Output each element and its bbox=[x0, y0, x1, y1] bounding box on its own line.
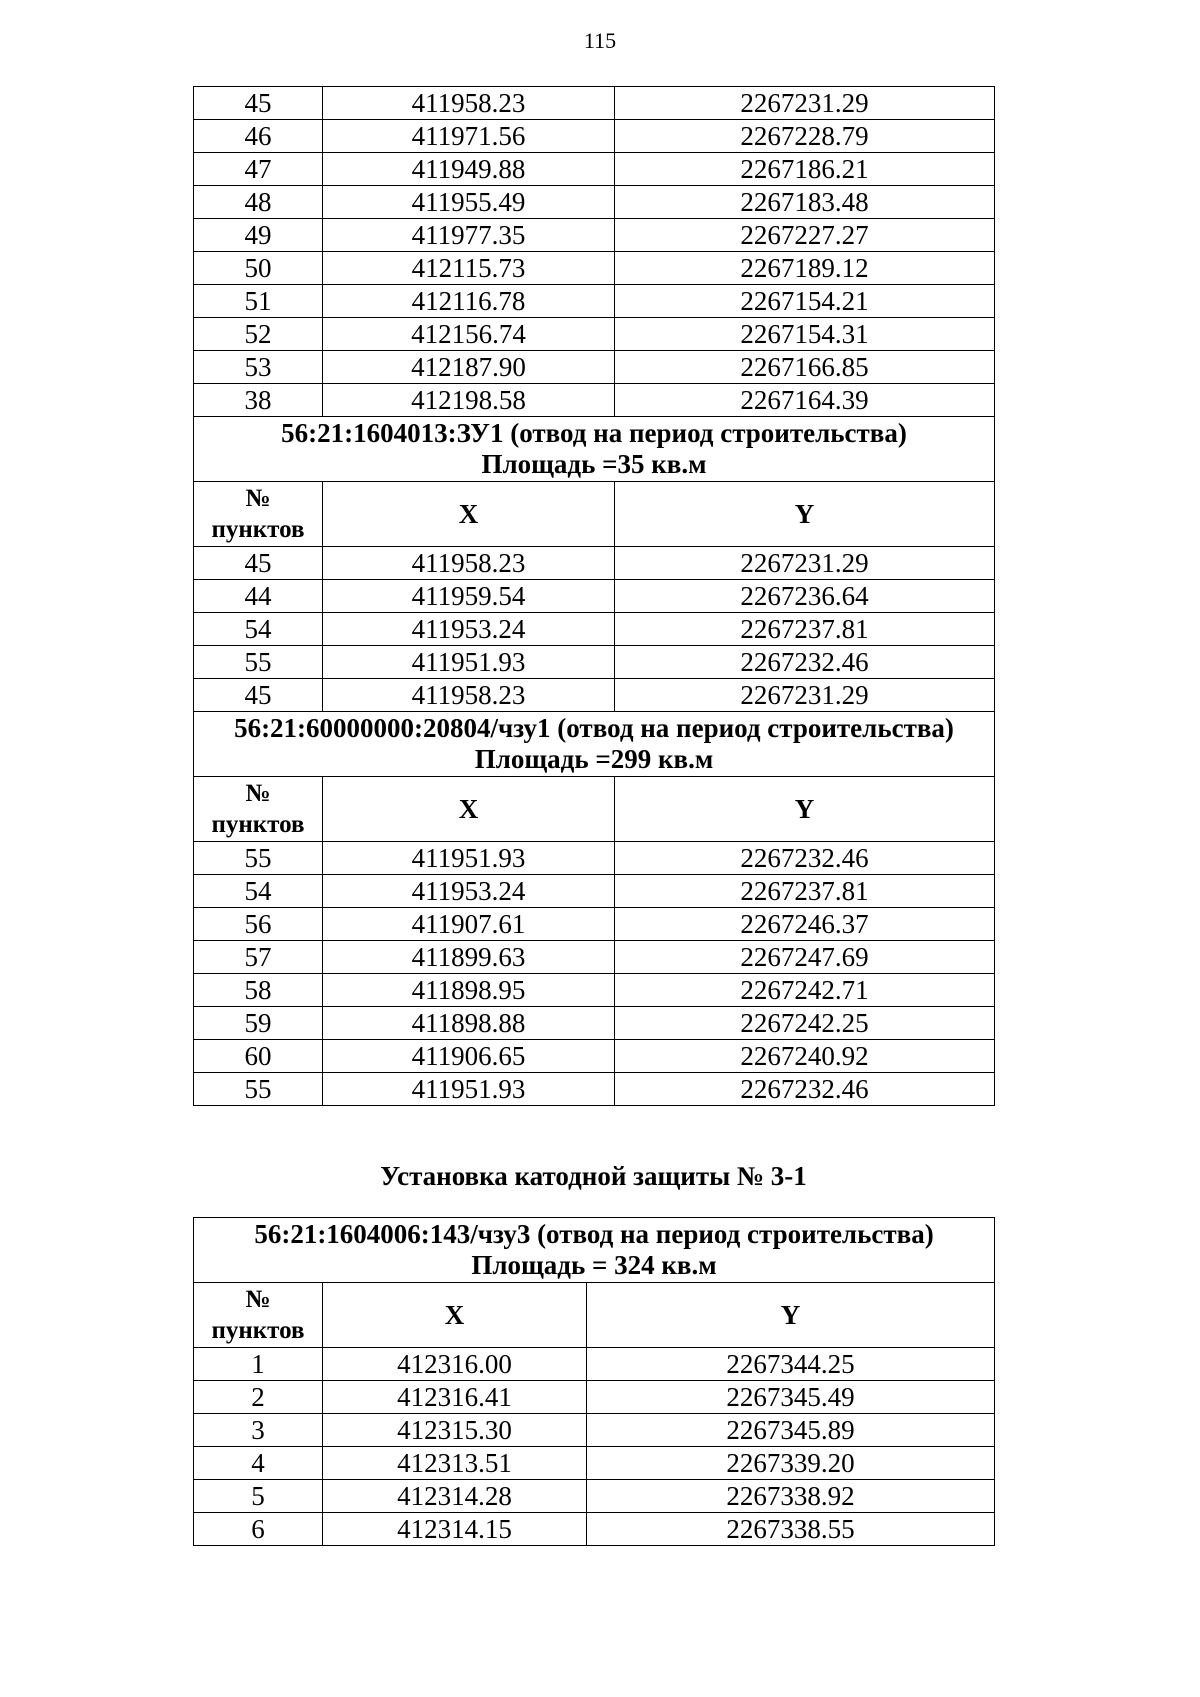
point-number-cell: 58 bbox=[194, 974, 323, 1007]
table-row bbox=[194, 580, 995, 613]
point-number-cell: 50 bbox=[194, 252, 323, 285]
y-coordinate-cell: 2267231.29 bbox=[615, 547, 995, 580]
table-row bbox=[194, 1513, 995, 1546]
parcel-area: Площадь =299 кв.м bbox=[474, 744, 714, 774]
point-number-cell: 54 bbox=[194, 875, 323, 908]
parcel-title-cell bbox=[194, 1218, 995, 1283]
x-coordinate-cell: 411951.93 bbox=[323, 842, 615, 875]
x-coordinate-cell: 412198.58 bbox=[323, 384, 615, 417]
y-coordinate-cell: 2267345.89 bbox=[587, 1414, 995, 1447]
table-row bbox=[194, 351, 995, 384]
parcel-title-cell bbox=[194, 712, 995, 777]
point-number-header bbox=[194, 482, 323, 547]
coordinates-table-1 bbox=[193, 86, 995, 1106]
y-coordinate-cell: 2267247.69 bbox=[615, 941, 995, 974]
table-row bbox=[194, 318, 995, 351]
column-header-row bbox=[194, 1283, 995, 1348]
point-number-header bbox=[194, 777, 323, 842]
x-column-header: X bbox=[323, 777, 615, 842]
y-coordinate-cell: 2267232.46 bbox=[615, 646, 995, 679]
y-coordinate-cell: 2267227.27 bbox=[615, 219, 995, 252]
number-sign-label: № bbox=[245, 780, 271, 807]
coordinates-table-2-body bbox=[194, 1218, 995, 1546]
y-coordinate-cell: 2267237.81 bbox=[615, 875, 995, 908]
table-row bbox=[194, 1348, 995, 1381]
point-number-cell: 38 bbox=[194, 384, 323, 417]
point-number-cell: 5 bbox=[194, 1480, 323, 1513]
x-coordinate-cell: 411977.35 bbox=[323, 219, 615, 252]
point-number-cell: 49 bbox=[194, 219, 323, 252]
parcel-cadastral-title: 56:21:1604006:143/чзу3 (отвод на период строительства) bbox=[254, 1219, 934, 1249]
x-coordinate-cell: 411971.56 bbox=[323, 120, 615, 153]
y-coordinate-cell: 2267154.31 bbox=[615, 318, 995, 351]
point-number-cell: 53 bbox=[194, 351, 323, 384]
x-coordinate-cell: 411955.49 bbox=[323, 186, 615, 219]
point-number-cell: 56 bbox=[194, 908, 323, 941]
y-coordinate-cell: 2267246.37 bbox=[615, 908, 995, 941]
point-number-cell: 45 bbox=[194, 87, 323, 120]
y-column-header: Y bbox=[615, 482, 995, 547]
table-row bbox=[194, 1480, 995, 1513]
point-number-header bbox=[194, 1283, 323, 1348]
y-coordinate-cell: 2267232.46 bbox=[615, 842, 995, 875]
parcel-cadastral-title: 56:21:1604013:ЗУ1 (отвод на период строительства) bbox=[281, 418, 907, 448]
section-heading: Установка катодной защиты № 3-1 bbox=[380, 1161, 807, 1191]
x-coordinate-cell: 411899.63 bbox=[323, 941, 615, 974]
y-coordinate-cell: 2267232.46 bbox=[615, 1073, 995, 1106]
table-row bbox=[194, 153, 995, 186]
parcel-title-row bbox=[194, 1218, 995, 1283]
y-coordinate-cell: 2267189.12 bbox=[615, 252, 995, 285]
y-coordinate-cell: 2267338.55 bbox=[587, 1513, 995, 1546]
x-coordinate-cell: 411953.24 bbox=[323, 875, 615, 908]
y-coordinate-cell: 2267164.39 bbox=[615, 384, 995, 417]
table-row bbox=[194, 1007, 995, 1040]
point-number-cell: 3 bbox=[194, 1414, 323, 1447]
parcel-title-cell bbox=[194, 417, 995, 482]
point-number-cell: 46 bbox=[194, 120, 323, 153]
x-coordinate-cell: 411958.23 bbox=[323, 547, 615, 580]
point-number-cell: 55 bbox=[194, 646, 323, 679]
point-number-cell: 45 bbox=[194, 547, 323, 580]
y-coordinate-cell: 2267338.92 bbox=[587, 1480, 995, 1513]
table-row bbox=[194, 219, 995, 252]
x-coordinate-cell: 412314.28 bbox=[323, 1480, 587, 1513]
parcel-area: Площадь = 324 кв.м bbox=[471, 1250, 717, 1280]
point-number-cell: 60 bbox=[194, 1040, 323, 1073]
page-number: 115 bbox=[583, 28, 617, 53]
parcel-title-row bbox=[194, 712, 995, 777]
x-coordinate-cell: 412314.15 bbox=[323, 1513, 587, 1546]
table-row bbox=[194, 908, 995, 941]
x-coordinate-cell: 411958.23 bbox=[323, 87, 615, 120]
number-sign-label: № bbox=[245, 1286, 271, 1313]
points-label: пунктов bbox=[211, 811, 305, 838]
x-coordinate-cell: 412116.78 bbox=[323, 285, 615, 318]
table-row bbox=[194, 384, 995, 417]
x-coordinate-cell: 412316.00 bbox=[323, 1348, 587, 1381]
x-coordinate-cell: 411949.88 bbox=[323, 153, 615, 186]
table-row bbox=[194, 252, 995, 285]
point-number-cell: 48 bbox=[194, 186, 323, 219]
x-coordinate-cell: 412156.74 bbox=[323, 318, 615, 351]
point-number-cell: 4 bbox=[194, 1447, 323, 1480]
table-row bbox=[194, 1040, 995, 1073]
table-row bbox=[194, 679, 995, 712]
point-number-cell: 44 bbox=[194, 580, 323, 613]
parcel-cadastral-title: 56:21:60000000:20804/чзу1 (отвод на период строительства) bbox=[234, 713, 954, 743]
y-coordinate-cell: 2267231.29 bbox=[615, 679, 995, 712]
point-number-cell: 47 bbox=[194, 153, 323, 186]
y-coordinate-cell: 2267186.21 bbox=[615, 153, 995, 186]
x-coordinate-cell: 411907.61 bbox=[323, 908, 615, 941]
y-coordinate-cell: 2267344.25 bbox=[587, 1348, 995, 1381]
point-number-cell: 45 bbox=[194, 679, 323, 712]
parcel-area: Площадь =35 кв.м bbox=[481, 449, 707, 479]
coordinates-table-2 bbox=[193, 1217, 995, 1546]
point-number-cell: 52 bbox=[194, 318, 323, 351]
table-row bbox=[194, 875, 995, 908]
point-number-cell: 57 bbox=[194, 941, 323, 974]
table-row bbox=[194, 974, 995, 1007]
table-row bbox=[194, 1447, 995, 1480]
parcel-title-row bbox=[194, 417, 995, 482]
x-coordinate-cell: 411906.65 bbox=[323, 1040, 615, 1073]
table-row bbox=[194, 186, 995, 219]
table-row bbox=[194, 285, 995, 318]
y-coordinate-cell: 2267339.20 bbox=[587, 1447, 995, 1480]
point-number-cell: 51 bbox=[194, 285, 323, 318]
x-coordinate-cell: 411898.95 bbox=[323, 974, 615, 1007]
x-coordinate-cell: 411953.24 bbox=[323, 613, 615, 646]
y-coordinate-cell: 2267231.29 bbox=[615, 87, 995, 120]
y-column-header: Y bbox=[615, 777, 995, 842]
point-number-cell: 55 bbox=[194, 1073, 323, 1106]
x-coordinate-cell: 412315.30 bbox=[323, 1414, 587, 1447]
x-coordinate-cell: 411958.23 bbox=[323, 679, 615, 712]
point-number-cell: 1 bbox=[194, 1348, 323, 1381]
point-number-cell: 2 bbox=[194, 1381, 323, 1414]
column-header-row bbox=[194, 482, 995, 547]
table-row bbox=[194, 1381, 995, 1414]
y-coordinate-cell: 2267183.48 bbox=[615, 186, 995, 219]
points-label: пунктов bbox=[211, 516, 305, 543]
x-coordinate-cell: 411951.93 bbox=[323, 1073, 615, 1106]
y-column-header: Y bbox=[587, 1283, 995, 1348]
table-row bbox=[194, 941, 995, 974]
x-column-header: X bbox=[323, 1283, 587, 1348]
x-coordinate-cell: 411959.54 bbox=[323, 580, 615, 613]
y-coordinate-cell: 2267242.25 bbox=[615, 1007, 995, 1040]
point-number-cell: 59 bbox=[194, 1007, 323, 1040]
x-coordinate-cell: 411898.88 bbox=[323, 1007, 615, 1040]
points-label: пунктов bbox=[211, 1317, 305, 1344]
x-coordinate-cell: 412187.90 bbox=[323, 351, 615, 384]
x-column-header: X bbox=[323, 482, 615, 547]
table-row bbox=[194, 87, 995, 120]
y-coordinate-cell: 2267228.79 bbox=[615, 120, 995, 153]
table-row bbox=[194, 842, 995, 875]
x-coordinate-cell: 412313.51 bbox=[323, 1447, 587, 1480]
table-row bbox=[194, 613, 995, 646]
table-row bbox=[194, 1414, 995, 1447]
y-coordinate-cell: 2267154.21 bbox=[615, 285, 995, 318]
number-sign-label: № bbox=[245, 485, 271, 512]
table-row bbox=[194, 547, 995, 580]
coordinates-table-1-body bbox=[194, 87, 995, 1106]
x-coordinate-cell: 411951.93 bbox=[323, 646, 615, 679]
y-coordinate-cell: 2267242.71 bbox=[615, 974, 995, 1007]
y-coordinate-cell: 2267236.64 bbox=[615, 580, 995, 613]
point-number-cell: 54 bbox=[194, 613, 323, 646]
point-number-cell: 55 bbox=[194, 842, 323, 875]
y-coordinate-cell: 2267345.49 bbox=[587, 1381, 995, 1414]
x-coordinate-cell: 412115.73 bbox=[323, 252, 615, 285]
x-coordinate-cell: 412316.41 bbox=[323, 1381, 587, 1414]
table-row bbox=[194, 120, 995, 153]
table-row bbox=[194, 1073, 995, 1106]
y-coordinate-cell: 2267237.81 bbox=[615, 613, 995, 646]
point-number-cell: 6 bbox=[194, 1513, 323, 1546]
y-coordinate-cell: 2267240.92 bbox=[615, 1040, 995, 1073]
column-header-row bbox=[194, 777, 995, 842]
table-row bbox=[194, 646, 995, 679]
y-coordinate-cell: 2267166.85 bbox=[615, 351, 995, 384]
